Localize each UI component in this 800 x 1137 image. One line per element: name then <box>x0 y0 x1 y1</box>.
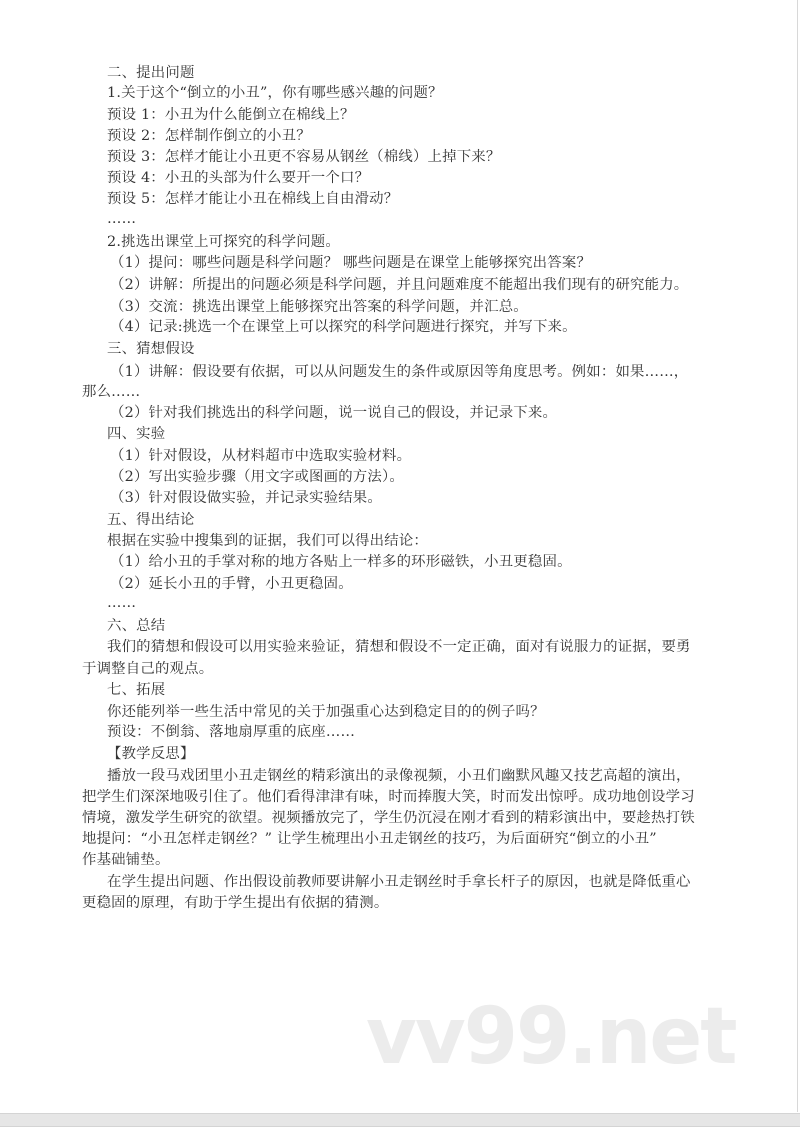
text-line: 播放一段马戏团里小丑走钢丝的精彩演出的录像视频，小丑们幽默风趣又技艺高超的演出， <box>107 768 691 784</box>
text-line: 情境，激发学生研究的欲望。视频播放完了，学生仍沉浸在刚才看到的精彩演出中，要趁热打铁 <box>82 810 695 826</box>
text-line: 1.关于这个“倒立的小丑”，你有哪些感兴趣的问题？ <box>107 85 443 101</box>
text-line: （2）延长小丑的手臂，小丑更稳固。 <box>110 576 353 592</box>
text-line: 那么…… <box>82 384 141 400</box>
text-line: …… <box>107 211 137 227</box>
text-line: 在学生提出问题、作出假设前教师要讲解小丑走钢丝时手拿长杆子的原因，也就是降低重心 <box>107 874 691 890</box>
text-line: 二、提出问题 <box>107 65 195 81</box>
text-line: （2）写出实验步骤（用文字或图画的方法）。 <box>110 469 404 485</box>
text-line: （1）提问：哪些问题是科学问题？ 哪些问题是在课堂上能够探究出答案？ <box>110 255 592 271</box>
text-line: 根据在实验中搜集到的证据，我们可以得出结论： <box>107 533 428 549</box>
watermark: vv99.net <box>366 992 736 1082</box>
text-line: 七、拓展 <box>107 682 166 698</box>
text-line: 预设：不倒翁、落地扇厚重的底座…… <box>107 724 356 740</box>
page-separator <box>0 1113 800 1127</box>
text-line: 我们的猜想和假设可以用实验来验证，猜想和假设不一定正确，面对有说服力的证据，要勇 <box>107 639 691 655</box>
text-line: …… <box>107 595 137 611</box>
text-line: 预设 3：怎样才能让小丑更不容易从钢丝（棉线）上掉下来？ <box>107 149 501 165</box>
text-line: 地提问：“小丑怎样走钢丝？” 让学生梳理出小丑走钢丝的技巧，为后面研究“倒立的小丑” <box>82 831 657 847</box>
text-line: （2）讲解：所提出的问题必须是科学问题，并且问题难度不能超出我们现有的研究能力。 <box>110 277 689 293</box>
text-line: 预设 4：小丑的头部为什么要开一个口？ <box>107 170 370 186</box>
text-line: 预设 5：怎样才能让小丑在棉线上自由滑动？ <box>107 191 399 207</box>
text-line: 三、猜想假设 <box>107 341 195 357</box>
text-line: 于调整自己的观点。 <box>82 661 214 677</box>
text-line: 2.挑选出课堂上可探究的科学问题。 <box>107 234 340 250</box>
text-line: 【教学反思】 <box>107 746 195 762</box>
text-line: 你还能列举一些生活中常见的关于加强重心达到稳定目的的例子吗？ <box>107 704 545 720</box>
text-line: 预设 1：小丑为什么能倒立在棉线上？ <box>107 107 355 123</box>
text-line: （1）给小丑的手掌对称的地方各贴上一样多的环形磁铁，小丑更稳固。 <box>110 554 572 570</box>
text-line: （1）讲解：假设要有依据，可以从问题发生的条件或原因等角度思考。例如：如果……， <box>110 364 689 380</box>
text-line: （3）交流：挑选出课堂上能够探究出答案的科学问题，并汇总。 <box>110 299 528 315</box>
text-line: （2）针对我们挑选出的科学问题，说一说自己的假设，并记录下来。 <box>110 405 558 421</box>
text-line: （3）针对假设做实验，并记录实验结果。 <box>110 490 382 506</box>
text-line: 预设 2：怎样制作倒立的小丑？ <box>107 128 311 144</box>
text-line: 六、总结 <box>107 618 166 634</box>
text-line: （4）记录:挑选一个在课堂上可以探究的科学问题进行探究，并写下来。 <box>110 319 577 335</box>
text-line: 四、实验 <box>107 426 166 442</box>
text-line: （1）针对假设，从材料超市中选取实验材料。 <box>110 448 412 464</box>
text-line: 五、得出结论 <box>107 512 195 528</box>
text-line: 把学生们深深地吸引住了。他们看得津津有味，时而捧腹大笑，时而发出惊呼。成功地创设学习 <box>82 789 695 805</box>
text-line: 更稳固的原理，有助于学生提出有依据的猜测。 <box>82 895 389 911</box>
text-line: 作基础铺垫。 <box>82 852 170 868</box>
